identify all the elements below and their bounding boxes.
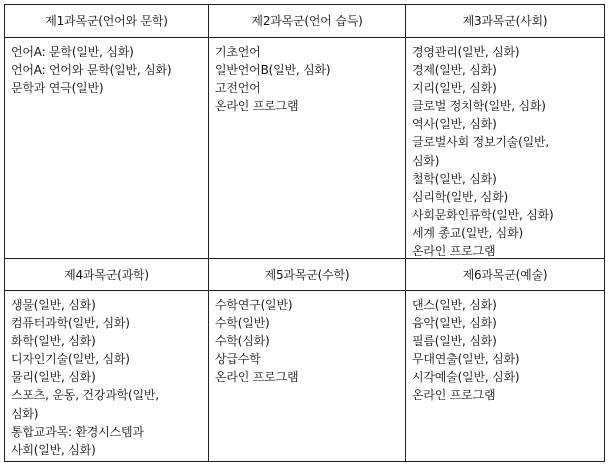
- list-item: 언어A: 문학(일반, 심화): [11, 45, 134, 59]
- list-item: 시각예술(일반, 심화): [412, 370, 520, 385]
- course-list: [412, 43, 600, 260]
- group-cell-2: [209, 5, 405, 258]
- group-title: 제2과목군(언어 습득): [251, 14, 363, 28]
- list-item: 필름(일반, 심화): [412, 334, 497, 349]
- list-item: 컴퓨터과학(일반, 심화): [11, 316, 130, 331]
- group-title: 제4과목군(과학): [64, 268, 149, 282]
- group-cell-5: [209, 259, 405, 461]
- list-item: 수학(일반): [215, 316, 270, 331]
- list-item: 심화): [11, 406, 39, 421]
- list-item: 스포츠, 운동, 건강과학(일반,: [11, 388, 159, 403]
- list-item: 철학(일반, 심화): [412, 171, 497, 186]
- list-item: 생물(일반, 심화): [11, 298, 96, 312]
- list-item: 일반언어B(일반, 심화): [215, 63, 331, 78]
- list-item: 글로벌 정치학(일반, 심화): [412, 99, 546, 114]
- list-item: 문학과 연극(일반): [11, 81, 104, 96]
- header-divider: [5, 290, 208, 291]
- header-divider: [209, 290, 405, 291]
- list-item: 수학(심화): [215, 334, 270, 349]
- list-item: 고전언어: [215, 81, 261, 96]
- list-item: 통합교과목: 환경시스템과: [11, 424, 144, 439]
- header-divider: [5, 37, 208, 38]
- list-item: 기초언어: [215, 45, 261, 59]
- course-list: [412, 296, 600, 405]
- course-list: [215, 43, 401, 115]
- list-item: 댄스(일반, 심화): [412, 298, 497, 312]
- list-item: 온라인 프로그램: [215, 370, 299, 385]
- list-item: 온라인 프로그램: [215, 99, 299, 114]
- group-title: 제6과목군(예술): [462, 268, 548, 282]
- group-cell-6: [406, 259, 604, 461]
- subject-groups-table: [4, 4, 605, 462]
- list-item: 사회문화인류학(일반, 심화): [412, 207, 554, 222]
- group-cell-4: [5, 259, 208, 461]
- course-list: [215, 296, 401, 386]
- group-cell-3: [406, 5, 604, 258]
- list-item: 온라인 프로그램: [412, 244, 496, 259]
- list-item: 물리(일반, 심화): [11, 370, 96, 385]
- list-item: 디자인기술(일반, 심화): [11, 352, 130, 367]
- course-list: [11, 43, 204, 97]
- group-title: 제3과목군(사회): [462, 14, 548, 28]
- list-item: 경영관리(일반, 심화): [412, 45, 520, 59]
- list-item: 세계 종교(일반, 심화): [412, 225, 523, 240]
- group-title: 제5과목군(수학): [264, 268, 350, 282]
- list-item: 심화): [412, 153, 440, 168]
- list-item: 화학(일반, 심화): [11, 334, 96, 349]
- list-item: 온라인 프로그램: [412, 388, 496, 403]
- list-item: 음악(일반, 심화): [412, 316, 497, 331]
- list-item: 심리학(일반, 심화): [412, 189, 508, 204]
- list-item: 경제(일반, 심화): [412, 63, 497, 78]
- list-item: 사회(일반, 심화): [11, 442, 96, 457]
- group-cell-1: [5, 5, 208, 258]
- header-divider: [209, 37, 405, 38]
- list-item: 글로벌사회 정보기술(일반,: [412, 135, 550, 150]
- list-item: 수학연구(일반): [215, 298, 293, 312]
- list-item: 역사(일반, 심화): [412, 117, 497, 132]
- course-list: [11, 296, 204, 459]
- list-item: 지리(일반, 심화): [412, 81, 497, 96]
- list-item: 무대연출(일반, 심화): [412, 352, 520, 367]
- group-title: 제1과목군(언어와 문학): [45, 14, 168, 28]
- list-item: 언어A: 언어와 문학(일반, 심화): [11, 63, 172, 78]
- header-divider: [406, 37, 604, 38]
- header-divider: [406, 290, 604, 291]
- list-item: 상급수학: [215, 352, 261, 367]
